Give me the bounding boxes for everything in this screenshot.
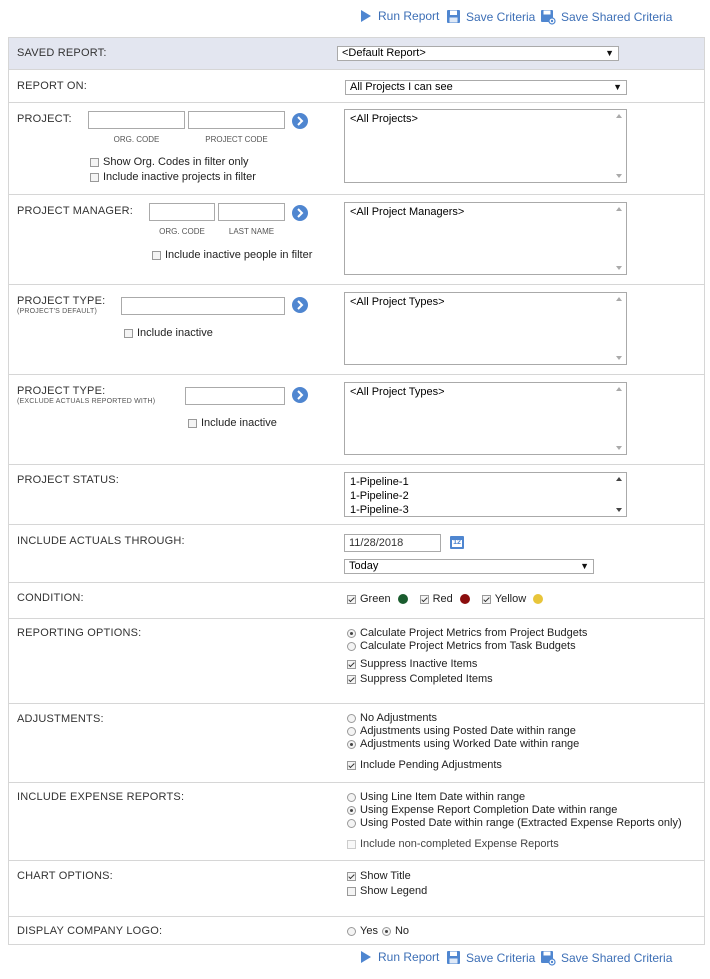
chart-options-row	[8, 860, 705, 916]
green-label: Green	[360, 593, 391, 605]
line-item-date-label: Using Line Item Date within range	[360, 791, 526, 803]
company-logo-options	[347, 925, 409, 937]
save-criteria-button[interactable]	[446, 950, 535, 965]
scrollbar[interactable]	[612, 383, 626, 454]
save-shared-criteria-button[interactable]	[540, 950, 672, 966]
completion-date-label: Using Expense Report Completion Date within range	[360, 804, 618, 816]
include-pending-adjustments-label: Include Pending Adjustments	[360, 759, 502, 771]
checkbox-unchecked[interactable]	[188, 419, 197, 428]
include-non-completed-label: Include non-completed Expense Reports	[360, 838, 559, 850]
chevron-right-icon	[292, 387, 308, 403]
line-item-date-radio[interactable]	[347, 791, 525, 803]
yellow-label: Yellow	[494, 593, 527, 605]
list-item[interactable]: <All Project Managers>	[350, 206, 465, 218]
project-manager-go-button[interactable]	[292, 205, 308, 221]
radio-selected[interactable]	[347, 740, 356, 749]
green-checkbox[interactable]	[347, 595, 356, 604]
project-type-exclude-go-button[interactable]	[292, 387, 308, 403]
logo-yes-radio[interactable]	[347, 927, 356, 936]
expense-reports-row	[8, 782, 705, 860]
last-name-caption: LAST NAME	[228, 227, 275, 236]
saved-report-value: <Default Report>	[342, 47, 426, 59]
scroll-up-icon[interactable]	[616, 207, 622, 211]
save-criteria-button[interactable]	[446, 9, 535, 24]
calendar-icon[interactable]	[449, 534, 465, 550]
actuals-range-value: Today	[349, 560, 379, 572]
list-item[interactable]: 1-Pipeline-3	[350, 504, 409, 516]
saved-report-label: SAVED REPORT:	[17, 47, 107, 59]
project-status-listbox[interactable]	[344, 472, 627, 517]
project-manager-label: PROJECT MANAGER:	[17, 205, 134, 217]
project-type-default-input[interactable]	[121, 297, 285, 315]
project-type-sublabel: (PROJECT'S DEFAULT)	[17, 308, 98, 315]
project-type-default-go-button[interactable]	[292, 297, 308, 313]
show-title-checkbox[interactable]	[347, 870, 411, 882]
floppy-disk-shared-icon	[540, 9, 556, 25]
metrics-project-budgets-radio[interactable]	[347, 627, 587, 639]
reporting-options-label: REPORTING OPTIONS:	[17, 627, 142, 639]
play-icon	[359, 950, 373, 964]
chart-options-label: CHART OPTIONS:	[17, 870, 113, 882]
run-report-label: Run Report	[378, 9, 440, 23]
project-listbox[interactable]	[344, 109, 627, 183]
show-org-codes-checkbox[interactable]	[90, 156, 249, 168]
expense-reports-label: INCLUDE EXPENSE REPORTS:	[17, 791, 185, 803]
include-inactive-people-checkbox[interactable]	[152, 249, 312, 261]
radio-selected[interactable]	[347, 806, 356, 815]
list-item[interactable]: <All Projects>	[350, 113, 418, 125]
run-report-button[interactable]	[359, 950, 439, 964]
project-type-exclude-listbox[interactable]	[344, 382, 627, 455]
saved-report-select[interactable]	[337, 46, 619, 61]
condition-row	[8, 582, 705, 618]
chevron-right-icon	[292, 205, 308, 221]
scroll-down-icon[interactable]	[616, 266, 622, 270]
report-on-select[interactable]	[345, 80, 627, 95]
save-criteria-label: Save Criteria	[466, 950, 536, 965]
adjustments-posted-radio[interactable]	[347, 725, 576, 737]
adjustments-row	[8, 703, 705, 782]
scrollbar[interactable]	[612, 203, 626, 274]
dropdown-arrow-icon: ▼	[580, 561, 589, 571]
radio-unselected[interactable]	[347, 714, 356, 723]
report-on-row	[8, 69, 705, 102]
project-org-code-input[interactable]	[88, 111, 185, 129]
report-on-value: All Projects I can see	[350, 81, 453, 93]
scroll-up-icon[interactable]	[616, 114, 622, 118]
floppy-disk-icon	[446, 9, 461, 24]
checkbox-checked[interactable]	[347, 660, 356, 669]
suppress-completed-label: Suppress Completed Items	[360, 673, 493, 685]
checkbox-unchecked[interactable]	[90, 158, 99, 167]
include-inactive-people-label: Include inactive people in filter	[165, 249, 313, 261]
play-icon	[359, 9, 373, 23]
radio-selected[interactable]	[347, 629, 356, 638]
floppy-disk-shared-icon	[540, 950, 556, 966]
reporting-options-row	[8, 618, 705, 703]
no-adjustments-radio[interactable]	[347, 712, 437, 724]
include-inactive-projects-label: Include inactive projects in filter	[103, 171, 256, 183]
save-shared-criteria-label: Save Shared Criteria	[561, 10, 673, 24]
checkbox-checked[interactable]	[347, 761, 356, 770]
org-code-caption: ORG. CODE	[113, 135, 160, 144]
save-criteria-label: Save Criteria	[466, 9, 536, 24]
run-report-label: Run Report	[378, 950, 440, 964]
checkbox-unchecked[interactable]	[152, 251, 161, 260]
project-status-label: PROJECT STATUS:	[17, 474, 120, 486]
show-legend-label: Show Legend	[360, 885, 428, 897]
run-report-button[interactable]	[359, 9, 439, 23]
scroll-down-icon[interactable]	[616, 446, 622, 450]
adjustments-posted-label: Adjustments using Posted Date within range	[360, 725, 576, 737]
radio-unselected[interactable]	[347, 793, 356, 802]
scrollbar[interactable]	[612, 293, 626, 364]
top-toolbar	[0, 4, 710, 34]
list-item[interactable]: <All Project Types>	[350, 296, 445, 308]
list-item[interactable]: 1-Pipeline-2	[350, 490, 409, 502]
include-pending-adjustments-checkbox[interactable]	[347, 759, 502, 771]
suppress-completed-checkbox[interactable]	[347, 673, 493, 685]
pm-last-name-input[interactable]	[218, 203, 285, 221]
bottom-toolbar	[0, 945, 710, 975]
list-item[interactable]: <All Project Types>	[350, 386, 445, 398]
adjustments-worked-radio[interactable]	[347, 738, 579, 750]
scroll-down-icon[interactable]	[616, 508, 622, 512]
yellow-checkbox[interactable]	[482, 595, 491, 604]
project-type-exclude-input[interactable]	[185, 387, 285, 405]
project-manager-row	[8, 194, 705, 284]
scrollbar[interactable]	[612, 473, 626, 516]
actuals-date-input[interactable]	[344, 534, 441, 552]
completion-date-radio[interactable]	[347, 804, 617, 816]
include-inactive-types-checkbox[interactable]	[188, 417, 277, 429]
chevron-right-icon	[292, 297, 308, 313]
include-actuals-row	[8, 524, 705, 582]
posted-date-radio[interactable]	[347, 817, 682, 829]
metrics-task-budgets-radio[interactable]	[347, 640, 576, 652]
actuals-range-select[interactable]	[344, 559, 594, 574]
checkbox-unchecked[interactable]	[90, 173, 99, 182]
save-shared-criteria-button[interactable]	[540, 9, 672, 25]
checkbox-disabled[interactable]	[347, 840, 356, 849]
chevron-right-icon	[292, 113, 308, 129]
project-type-default-listbox[interactable]	[344, 292, 627, 365]
no-adjustments-label: No Adjustments	[360, 712, 438, 724]
suppress-inactive-label: Suppress Inactive Items	[360, 658, 478, 670]
condition-label: CONDITION:	[17, 592, 84, 604]
actuals-date-value: 11/28/2018	[349, 537, 404, 549]
project-type-sublabel: (EXCLUDE ACTUALS REPORTED WITH)	[17, 398, 156, 405]
scroll-down-icon[interactable]	[616, 174, 622, 178]
adjustments-label: ADJUSTMENTS:	[17, 713, 104, 725]
project-status-row	[8, 464, 705, 524]
pm-org-code-input[interactable]	[149, 203, 215, 221]
checkbox-checked[interactable]	[347, 872, 356, 881]
metrics-project-budgets-label: Calculate Project Metrics from Project Budgets	[360, 627, 588, 639]
project-manager-listbox[interactable]	[344, 202, 627, 275]
checkbox-unchecked[interactable]	[124, 329, 133, 338]
project-code-caption: PROJECT CODE	[205, 135, 268, 144]
scroll-up-icon[interactable]	[616, 477, 622, 481]
calendar-day-number: 12	[453, 539, 461, 546]
project-type-exclude-row	[8, 374, 705, 464]
red-checkbox[interactable]	[420, 595, 429, 604]
floppy-disk-icon	[446, 950, 461, 965]
checkbox-unchecked[interactable]	[347, 887, 356, 896]
radio-unselected[interactable]	[347, 642, 356, 651]
logo-no-radio[interactable]	[382, 927, 391, 936]
include-inactive-projects-checkbox[interactable]	[90, 171, 256, 183]
project-type-label: PROJECT TYPE:	[17, 385, 106, 397]
adjustments-worked-label: Adjustments using Worked Date within range	[360, 738, 580, 750]
company-logo-row	[8, 916, 705, 945]
logo-no-label: No	[394, 925, 410, 937]
radio-unselected[interactable]	[347, 727, 356, 736]
saved-report-row	[8, 37, 705, 69]
show-legend-checkbox[interactable]	[347, 885, 427, 897]
scroll-up-icon[interactable]	[616, 387, 622, 391]
scrollbar[interactable]	[612, 110, 626, 182]
dropdown-arrow-icon: ▼	[613, 82, 622, 92]
posted-date-label: Using Posted Date within range (Extracted Expense Reports only)	[360, 817, 682, 829]
project-row	[8, 102, 705, 194]
red-label: Red	[432, 593, 453, 605]
org-code-caption: ORG. CODE	[159, 227, 205, 236]
condition-options	[347, 593, 555, 605]
company-logo-label: DISPLAY COMPANY LOGO:	[17, 925, 163, 937]
project-code-input[interactable]	[188, 111, 285, 129]
include-inactive-label: Include inactive	[201, 417, 277, 429]
include-non-completed-checkbox[interactable]	[347, 838, 559, 850]
suppress-inactive-checkbox[interactable]	[347, 658, 477, 670]
checkbox-checked[interactable]	[347, 675, 356, 684]
green-status-icon	[398, 594, 408, 604]
yellow-status-icon	[533, 594, 543, 604]
project-label: PROJECT:	[17, 113, 72, 125]
show-org-codes-label: Show Org. Codes in filter only	[103, 156, 249, 168]
scroll-down-icon[interactable]	[616, 356, 622, 360]
project-go-button[interactable]	[292, 113, 308, 129]
logo-yes-label: Yes	[360, 925, 378, 937]
show-title-label: Show Title	[360, 870, 411, 882]
list-item[interactable]: 1-Pipeline-1	[350, 476, 409, 488]
project-type-label: PROJECT TYPE:	[17, 295, 106, 307]
include-inactive-types-checkbox[interactable]	[124, 327, 213, 339]
metrics-task-budgets-label: Calculate Project Metrics from Task Budgets	[360, 640, 576, 652]
dropdown-arrow-icon: ▼	[605, 48, 614, 58]
include-actuals-label: INCLUDE ACTUALS THROUGH:	[17, 535, 185, 547]
scroll-up-icon[interactable]	[616, 297, 622, 301]
radio-unselected[interactable]	[347, 819, 356, 828]
report-on-label: REPORT ON:	[17, 80, 88, 92]
project-type-default-row	[8, 284, 705, 374]
include-inactive-label: Include inactive	[137, 327, 213, 339]
red-status-icon	[460, 594, 470, 604]
save-shared-criteria-label: Save Shared Criteria	[561, 951, 673, 965]
